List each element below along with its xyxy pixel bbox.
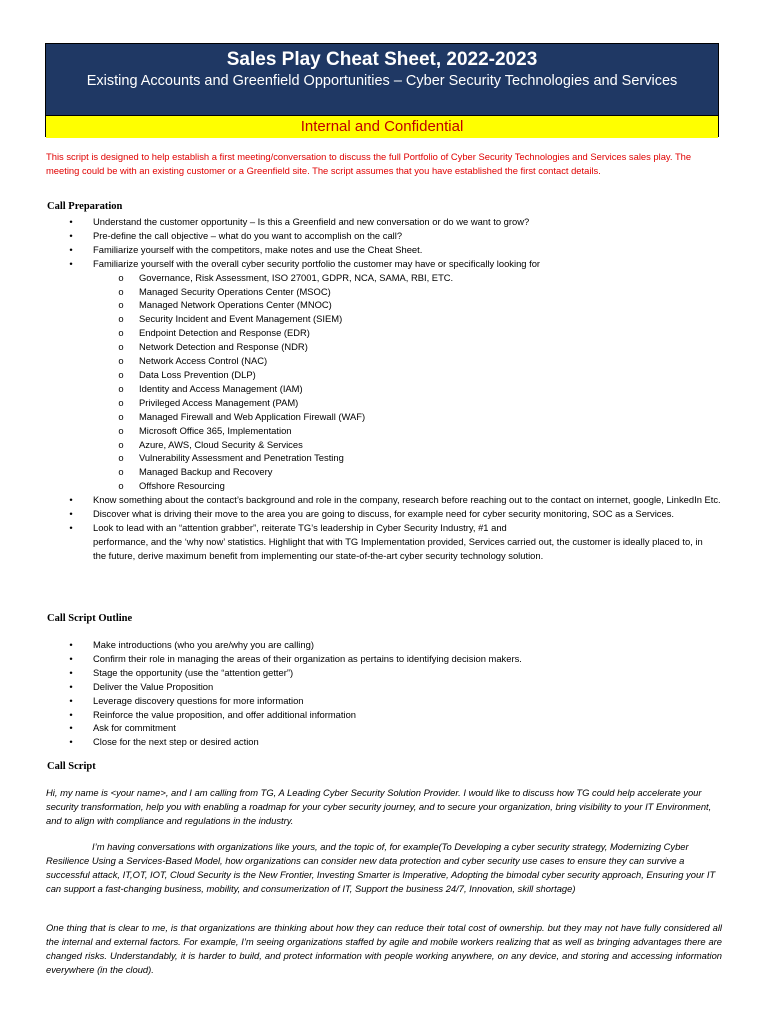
circle-bullet-icon: o [118,285,124,297]
sub-list-item: o Microsoft Office 365, Implementation [93,424,721,438]
list-item: • Familiarize yourself with the overall cyber security portfolio the customer may have or specifically looking for o Governance, Risk Assessment, ISO 27001, GDPR, NCA, SAMA, RBI, ETC. o Managed Security Operations Center (MSOC) o Managed Network Operations Center (MNOC) o Security Incident and Event Management (SIEM) o Endpoint Detection and Response (EDR) o Network Detection and Response (NDR) o Network Access Control (NAC) o Data Loss Prevention (DLP) o Identity and Access Management (IAM) o Privileged Access Management (PAM) o Managed Firewall and Web Application Firewall (WAF) o Microsoft Office 365, Implementation o Azure, AWS, Cloud Security & Services o Vulnerability Assessment and Penetration Testing o Managed Backup and Recovery o Offshore Resourcing [66,257,721,493]
bullet-icon: • [69,639,73,650]
bullet-icon: • [69,722,73,734]
circle-bullet-icon: o [118,452,124,464]
bullet-icon: • [69,680,73,692]
circle-bullet-icon: o [118,410,124,422]
bullet-icon: • [69,508,73,520]
bullet-icon: • [69,736,73,748]
confidential-label: Internal and Confidential [46,115,718,138]
circle-bullet-icon: o [118,424,124,436]
list-item: • Understand the customer opportunity – Is this a Greenfield and new conversation or do we want to grow? [66,215,721,229]
circle-bullet-icon: o [118,382,124,394]
circle-bullet-icon: o [118,355,124,367]
list-item: • Familiarize yourself with the competitors, make notes and use the Cheat Sheet. [66,243,721,257]
portfolio-sub-list [93,271,721,494]
sub-list-item: o Vulnerability Assessment and Penetration Testing [93,451,721,465]
sub-list-item: o Managed Network Operations Center (MNOC) [93,298,721,312]
circle-bullet-icon: o [118,466,124,478]
bullet-icon: • [69,216,73,227]
call-script-outline-heading: Call Script Outline [47,613,133,624]
list-item: • Make introductions (who you are/why you are calling) [66,638,721,652]
circle-bullet-icon: o [118,480,124,492]
call-script-paragraph-2: I’m having conversations with organizations like yours, and the topic of, for example(To Developing a cyber security strategy, Modernizing Cyber Resilience Using a Services-Based Model, how organizations can consider new data protection and cyber security use cases to ensure they can survive a successful attack, IT,OT, IOT, Cloud Security is the New Frontier, Investing Smarter is Imperative, Adopting the bimodal cyber security approach, Ensuring your IT can support a fast-changing business, mobility, and consumerization of IT, Support the business 24/7, Innovation, skill shortage) [46,841,716,894]
document-subtitle: Existing Accounts and Greenfield Opportunities – Cyber Security Technologies and Services [86,73,678,89]
list-item: • Stage the opportunity (use the “attention getter”) [66,666,721,680]
call-preparation-heading: Call Preparation [47,201,123,212]
intro-paragraph: This script is designed to help establish a first meeting/conversation to discuss the full Portfolio of Cyber Security Technologies and Services sales play. The meeting could be with an existing customer or a Greenfield site. The script assumes that you have established the first contact details. [46,151,692,176]
attention-grabber-line-2: performance, and the ‘why now’ statistics. Highlight that with TG Implementation provided, Services carried out, the customer is ideally placed to, in [93,535,703,547]
bullet-icon: • [69,694,73,706]
title-banner-blue [46,44,718,115]
bullet-icon: • [69,666,73,678]
sub-list-item: o Network Detection and Response (NDR) [93,340,721,354]
sub-list-item: o Privileged Access Management (PAM) [93,396,721,410]
bullet-icon: • [69,494,73,506]
list-item: • Leverage discovery questions for more information [66,694,721,708]
document-title: Sales Play Cheat Sheet, 2022-2023 [226,49,538,70]
list-item: • Ask for commitment [66,721,721,735]
circle-bullet-icon: o [118,299,124,311]
bullet-icon: • [69,708,73,720]
circle-bullet-icon: o [118,438,124,450]
title-banner [45,43,719,137]
call-script-heading: Call Script [47,761,96,772]
call-script-outline-list [66,638,721,749]
list-item: • Confirm their role in managing the areas of their organization as pertains to identifying decision makers. [66,652,721,666]
list-item: • Reinforce the value proposition, and offer additional information [66,708,721,722]
call-script-paragraph-1: Hi, my name is <your name>, and I am calling from TG, A Leading Cyber Security Solution Provider. I would like to discuss how TG could help accelerate your security transformation, help you with enabling a roadmap for your cyber security journey, and to secure your organization, bring visibility to your IT Environment, and to align with compliance and regulations in the industry. [46,787,712,826]
list-item: • Discover what is driving their move to the area you are going to discuss, for example need for cyber security monitoring, SOC as a Services. [66,507,721,521]
list-item: • Close for the next step or desired action [66,735,721,749]
call-preparation-list [66,215,721,563]
circle-bullet-icon: o [118,341,124,353]
list-item [66,521,721,563]
list-item: • Know something about the contact’s background and role in the company, research before reaching out to the contact on internet, google, LinkedIn Etc. [66,493,721,507]
circle-bullet-icon: o [118,368,124,380]
sub-list-item: o Azure, AWS, Cloud Security & Services [93,438,721,452]
bullet-icon: • [69,257,73,269]
sub-list-item: o Managed Firewall and Web Application Firewall (WAF) [93,410,721,424]
circle-bullet-icon: o [118,327,124,339]
attention-grabber-line-3: the future, derive maximum benefit from implementing our state-of-the-art cyber security technology solution. [93,549,544,561]
circle-bullet-icon: o [118,271,124,283]
bullet-icon: • [69,243,73,255]
sub-list-item: o Network Access Control (NAC) [93,354,721,368]
sub-list-item: o Governance, Risk Assessment, ISO 27001, GDPR, NCA, SAMA, RBI, ETC. [93,271,721,285]
sub-list-item: o Security Incident and Event Management (SIEM) [93,312,721,326]
sub-list-item: o Endpoint Detection and Response (EDR) [93,326,721,340]
attention-grabber-line-1: Look to lead with an “attention grabber”, reiterate TG’s leadership in Cyber Security Industry, #1 and [93,521,507,533]
circle-bullet-icon: o [118,396,124,408]
sub-list-item: o Managed Security Operations Center (MSOC) [93,285,721,299]
bullet-icon: • [69,521,73,533]
sub-list-item: o Managed Backup and Recovery [93,465,721,479]
sub-list-item: o Data Loss Prevention (DLP) [93,368,721,382]
list-item: • Pre-define the call objective – what do you want to accomplish on the call? [66,229,721,243]
sub-list-item: o Offshore Resourcing [93,479,721,493]
bullet-icon: • [69,229,73,241]
list-item: • Deliver the Value Proposition [66,680,721,694]
call-script-paragraph-3: One thing that is clear to me, is that organizations are thinking about how they can reduce their total cost of ownership. but they may not have fully considered all the internal and external factors. For example, I’m seeing organizations staffed by agile and mobile workers realizing that as well as bringing advantages there are changed risks. Understandably, it is harder to build, and protect information with people working anywhere, on any device, and storing and accessing information everywhere (in the cloud). [46,922,722,975]
sub-list-item: o Identity and Access Management (IAM) [93,382,721,396]
circle-bullet-icon: o [118,313,124,325]
bullet-icon: • [69,652,73,664]
